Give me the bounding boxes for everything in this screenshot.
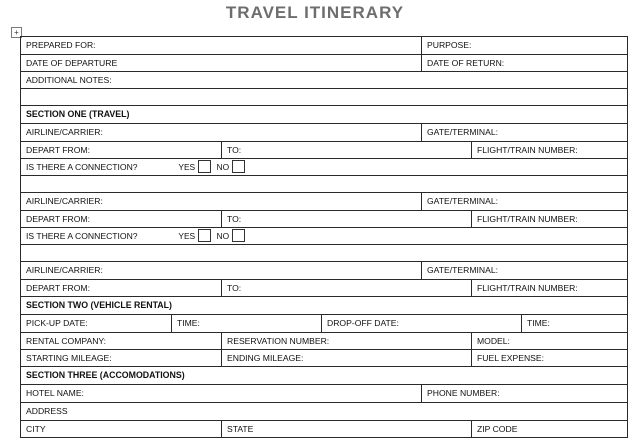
flight-train-number-field[interactable]: FLIGHT/TRAIN NUMBER: bbox=[472, 211, 628, 228]
leg-2-connection-row bbox=[21, 228, 628, 245]
pickup-date-field[interactable]: PICK-UP DATE: bbox=[21, 315, 172, 333]
to-field[interactable]: TO: bbox=[222, 211, 472, 228]
connection-question: IS THERE A CONNECTION? bbox=[26, 162, 138, 172]
mileage-row bbox=[21, 350, 628, 367]
blank-cell bbox=[21, 245, 628, 262]
additional-notes-continuation[interactable] bbox=[21, 89, 628, 106]
city-row bbox=[21, 421, 628, 438]
airline-carrier-field[interactable]: AIRLINE/CARRIER: bbox=[21, 262, 422, 280]
model-field[interactable]: MODEL: bbox=[472, 333, 628, 350]
dropoff-date-field[interactable]: DROP-OFF DATE: bbox=[322, 315, 522, 333]
blank-cell bbox=[21, 176, 628, 193]
pickup-row bbox=[21, 315, 628, 333]
hotel-name-field[interactable]: HOTEL NAME: bbox=[21, 385, 422, 403]
zip-code-field[interactable]: ZIP CODE bbox=[472, 421, 628, 438]
gate-terminal-field[interactable]: GATE/TERMINAL: bbox=[422, 193, 628, 211]
depart-from-field[interactable]: DEPART FROM: bbox=[21, 142, 222, 159]
hotel-row bbox=[21, 385, 628, 403]
rental-company-row bbox=[21, 333, 628, 350]
phone-number-field[interactable]: PHONE NUMBER: bbox=[422, 385, 628, 403]
flight-train-number-field[interactable]: FLIGHT/TRAIN NUMBER: bbox=[472, 142, 628, 159]
leg-1-airline-row bbox=[21, 124, 628, 142]
ending-mileage-field[interactable]: ENDING MILEAGE: bbox=[222, 350, 472, 367]
section-three-heading: SECTION THREE (ACCOMODATIONS) bbox=[21, 367, 628, 385]
dropoff-time-field[interactable]: TIME: bbox=[522, 315, 628, 333]
connection-cell bbox=[21, 228, 628, 245]
connection-cell bbox=[21, 159, 628, 176]
yes-checkbox[interactable] bbox=[198, 160, 211, 173]
yes-checkbox[interactable] bbox=[198, 229, 211, 242]
additional-notes-field[interactable]: ADDITIONAL NOTES: bbox=[21, 72, 628, 89]
leg-3-airline-row bbox=[21, 262, 628, 280]
pickup-time-field[interactable]: TIME: bbox=[172, 315, 322, 333]
fuel-expense-field[interactable]: FUEL EXPENSE: bbox=[472, 350, 628, 367]
to-field[interactable]: TO: bbox=[222, 142, 472, 159]
rental-company-field[interactable]: RENTAL COMPANY: bbox=[21, 333, 222, 350]
address-row bbox=[21, 403, 628, 421]
leg-1-connection-row bbox=[21, 159, 628, 176]
leg-2-depart-row bbox=[21, 211, 628, 228]
date-of-return-field[interactable]: DATE OF RETURN: bbox=[422, 55, 628, 72]
leg-2-airline-row bbox=[21, 193, 628, 211]
plus-move-icon[interactable]: + bbox=[11, 27, 22, 38]
document-title: TRAVEL ITINERARY bbox=[225, 3, 405, 22]
connection-question: IS THERE A CONNECTION? bbox=[26, 231, 138, 241]
section-one-heading: SECTION ONE (TRAVEL) bbox=[21, 106, 628, 124]
address-field[interactable]: ADDRESS bbox=[21, 403, 628, 421]
purpose-field[interactable]: PURPOSE: bbox=[422, 37, 628, 55]
section-three-heading-row bbox=[21, 367, 628, 385]
flight-train-number-field[interactable]: FLIGHT/TRAIN NUMBER: bbox=[472, 280, 628, 297]
header-row-3 bbox=[21, 72, 628, 89]
prepared-for-field[interactable]: PREPARED FOR: bbox=[21, 37, 422, 55]
yes-label: YES bbox=[178, 231, 196, 241]
leg-1-depart-row bbox=[21, 142, 628, 159]
blank-row bbox=[21, 89, 628, 106]
state-field[interactable]: STATE bbox=[222, 421, 472, 438]
date-of-departure-field[interactable]: DATE OF DEPARTURE bbox=[21, 55, 422, 72]
city-field[interactable]: CITY bbox=[21, 421, 222, 438]
section-two-heading: SECTION TWO (VEHICLE RENTAL) bbox=[21, 297, 628, 315]
reservation-number-field[interactable]: RESERVATION NUMBER: bbox=[222, 333, 472, 350]
starting-mileage-field[interactable]: STARTING MILEAGE: bbox=[21, 350, 222, 367]
airline-carrier-field[interactable]: AIRLINE/CARRIER: bbox=[21, 193, 422, 211]
header-row-2 bbox=[21, 55, 628, 72]
leg-3-depart-row bbox=[21, 280, 628, 297]
blank-row bbox=[21, 176, 628, 193]
depart-from-field[interactable]: DEPART FROM: bbox=[21, 280, 222, 297]
gate-terminal-field[interactable]: GATE/TERMINAL: bbox=[422, 124, 628, 142]
no-checkbox[interactable] bbox=[232, 160, 245, 173]
no-label: NO bbox=[216, 231, 230, 241]
itinerary-form-table bbox=[20, 36, 628, 438]
airline-carrier-field[interactable]: AIRLINE/CARRIER: bbox=[21, 124, 422, 142]
no-label: NO bbox=[216, 162, 230, 172]
no-checkbox[interactable] bbox=[232, 229, 245, 242]
to-field[interactable]: TO: bbox=[222, 280, 472, 297]
section-two-heading-row bbox=[21, 297, 628, 315]
header-row-1 bbox=[21, 37, 628, 55]
depart-from-field[interactable]: DEPART FROM: bbox=[21, 211, 222, 228]
section-one-heading-row bbox=[21, 106, 628, 124]
gate-terminal-field[interactable]: GATE/TERMINAL: bbox=[422, 262, 628, 280]
yes-label: YES bbox=[178, 162, 196, 172]
blank-row bbox=[21, 245, 628, 262]
